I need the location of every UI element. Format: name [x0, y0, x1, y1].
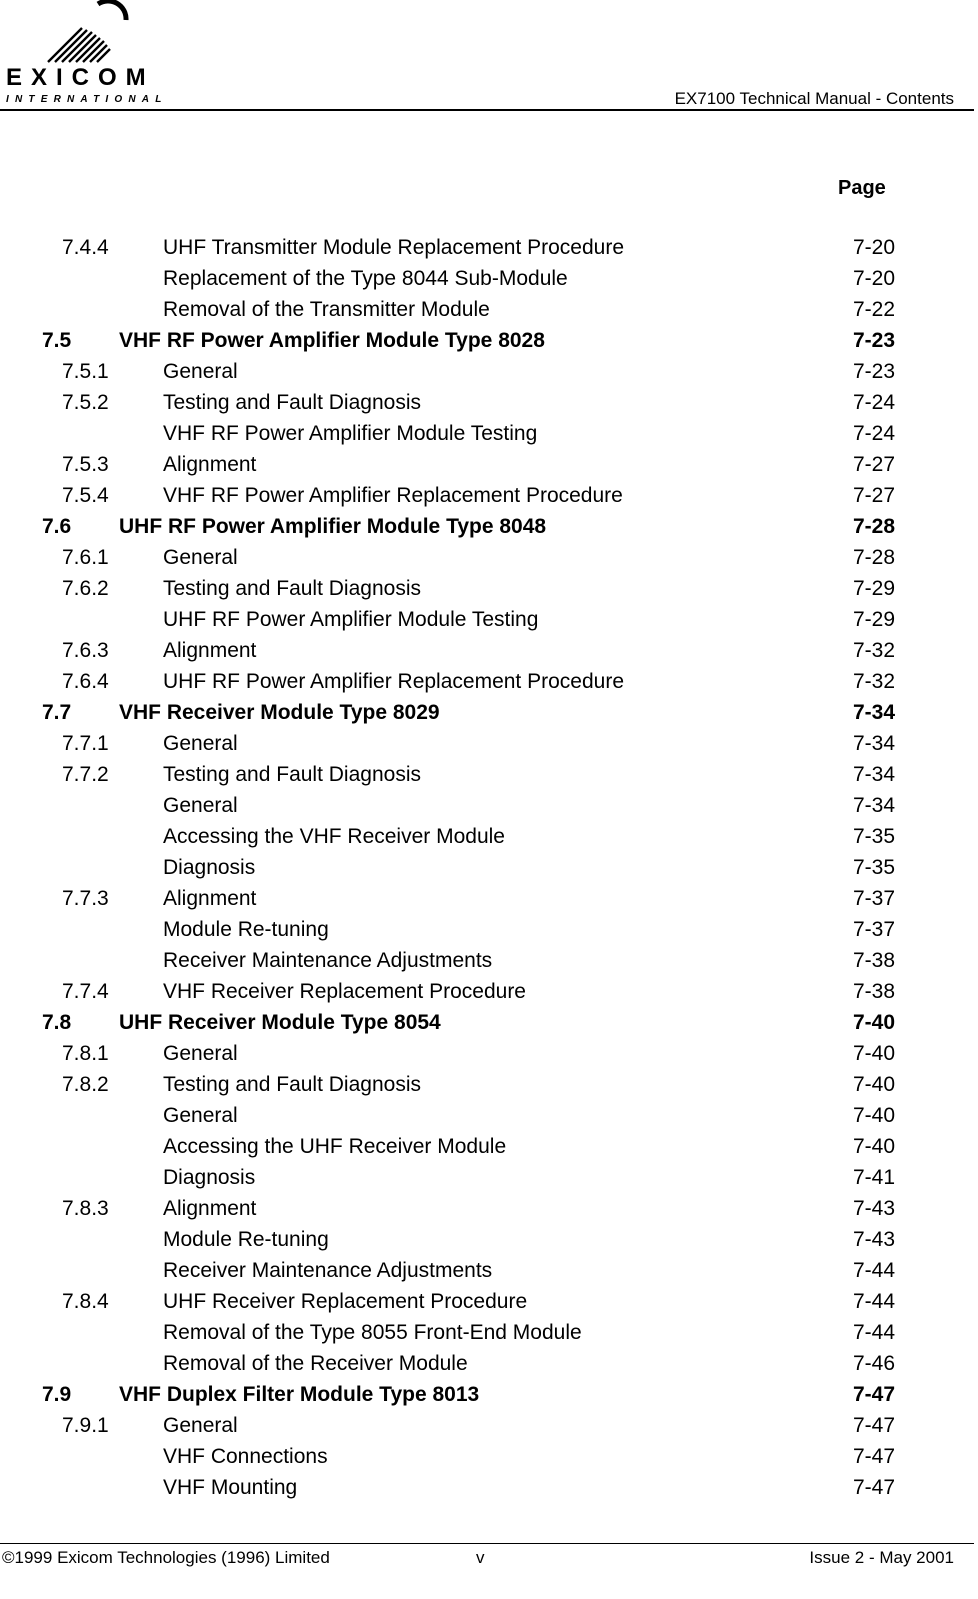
toc-entry-number: 7.7.1 [62, 732, 109, 755]
page-column-heading: Page [838, 177, 886, 199]
toc-entry-title: Testing and Fault Diagnosis [163, 1073, 421, 1096]
toc-entry-number: 7.4.4 [62, 236, 109, 259]
toc-entry [0, 511, 978, 542]
toc-entry-number: 7.8.1 [62, 1042, 109, 1065]
toc-entry [0, 294, 978, 325]
toc-entry-page: 7-32 [852, 670, 895, 693]
toc-entry-title: Alignment [163, 1197, 257, 1220]
toc-entry [0, 449, 978, 480]
toc-entry-page: 7-20 [852, 236, 895, 259]
toc-entry-title: Testing and Fault Diagnosis [163, 763, 421, 786]
toc-entry [0, 1100, 978, 1131]
toc-entry [0, 1131, 978, 1162]
toc-entry [0, 852, 978, 883]
toc-entry-page: 7-47 [852, 1445, 895, 1468]
toc-entry [0, 1441, 978, 1472]
toc-entry-number: 7.9 [42, 1383, 72, 1406]
toc-entry-title: Module Re-tuning [163, 1228, 329, 1251]
toc-entry-page: 7-35 [852, 856, 895, 879]
toc-entry [0, 635, 978, 666]
toc-entry-page: 7-28 [852, 546, 895, 569]
toc-entry-title: Alignment [163, 453, 257, 476]
toc-entry-number: 7.5.1 [62, 360, 109, 383]
toc-entry-title: VHF Duplex Filter Module Type 8013 [119, 1383, 480, 1406]
toc-entry-page: 7-44 [852, 1259, 895, 1282]
toc-entry-title: General [163, 794, 238, 817]
toc-entry-page: 7-43 [852, 1228, 895, 1251]
toc-entry [0, 1472, 978, 1503]
toc-entry [0, 790, 978, 821]
toc-entry-title: Testing and Fault Diagnosis [163, 577, 421, 600]
toc-entry [0, 883, 978, 914]
toc-entry-title: Diagnosis [163, 856, 256, 879]
toc-entry-page: 7-23 [852, 360, 895, 383]
toc-entry [0, 232, 978, 263]
toc-entry [0, 1410, 978, 1441]
toc-entry [0, 945, 978, 976]
toc-entry [0, 666, 978, 697]
toc-entry-title: General [163, 1104, 238, 1127]
toc-entry-title: Testing and Fault Diagnosis [163, 391, 421, 414]
toc-entry-number: 7.5 [42, 329, 72, 352]
toc-entry-page: 7-24 [852, 391, 895, 414]
toc-entry [0, 1224, 978, 1255]
toc-entry-page: 7-28 [852, 515, 895, 538]
exicom-logo [2, 0, 168, 108]
toc-entry-page: 7-46 [852, 1352, 895, 1375]
toc-entry-page: 7-27 [852, 484, 895, 507]
toc-entry [0, 542, 978, 573]
toc-entry [0, 1317, 978, 1348]
toc-entry-title: Alignment [163, 887, 257, 910]
toc-entry [0, 418, 978, 449]
toc-entry-number: 7.6 [42, 515, 72, 538]
toc-entry [0, 976, 978, 1007]
toc-entry-title: VHF RF Power Amplifier Module Testing [163, 422, 538, 445]
toc-entry-page: 7-29 [852, 608, 895, 631]
toc-entry-page: 7-24 [852, 422, 895, 445]
toc-entry-page: 7-34 [852, 701, 895, 724]
toc-entry-page: 7-47 [852, 1414, 895, 1437]
toc-entry-page: 7-35 [852, 825, 895, 848]
toc-entry-page: 7-38 [852, 980, 895, 1003]
toc-entry-page: 7-40 [852, 1042, 895, 1065]
toc-entry-title: VHF RF Power Amplifier Replacement Procedure [163, 484, 623, 507]
toc-entry [0, 1193, 978, 1224]
satellite-icon [42, 0, 132, 66]
toc-entry-page: 7-40 [852, 1011, 895, 1034]
toc-entry-page: 7-34 [852, 732, 895, 755]
toc-entry-title: General [163, 732, 238, 755]
toc-entry-title: Diagnosis [163, 1166, 256, 1189]
toc-entry-title: General [163, 546, 238, 569]
toc-entry-title: VHF Receiver Replacement Procedure [163, 980, 526, 1003]
toc-entry [0, 1379, 978, 1410]
toc-entry [0, 325, 978, 356]
toc-entry [0, 1286, 978, 1317]
toc-entry-title: Removal of the Type 8055 Front-End Module [163, 1321, 582, 1344]
footer-issue: Issue 2 - May 2001 [809, 1548, 954, 1567]
toc-entry-page: 7-40 [852, 1135, 895, 1158]
toc-entry-page: 7-44 [852, 1290, 895, 1313]
toc-entry-title: Accessing the VHF Receiver Module [163, 825, 505, 848]
toc-entry-title: VHF Mounting [163, 1476, 298, 1499]
toc-entry-title: UHF Receiver Replacement Procedure [163, 1290, 528, 1313]
toc-entry-title: UHF Transmitter Module Replacement Procedure [163, 236, 625, 259]
toc-entry [0, 728, 978, 759]
toc-entry-number: 7.8 [42, 1011, 72, 1034]
logo-subtitle: INTERNATIONAL [6, 94, 168, 105]
toc-entry-number: 7.5.2 [62, 391, 109, 414]
toc-entry-page: 7-44 [852, 1321, 895, 1344]
toc-entry-number: 7.9.1 [62, 1414, 109, 1437]
toc-entry-number: 7.5.3 [62, 453, 109, 476]
toc-entry-title: General [163, 360, 238, 383]
toc-entry-title: UHF Receiver Module Type 8054 [119, 1011, 441, 1034]
logo-wordmark: EXICOM [6, 64, 155, 91]
toc-entry-number: 7.6.3 [62, 639, 109, 662]
toc-entry-title: UHF RF Power Amplifier Replacement Procedure [163, 670, 624, 693]
toc-entry-page: 7-27 [852, 453, 895, 476]
footer-divider [0, 1543, 974, 1544]
toc-entry-number: 7.6.1 [62, 546, 109, 569]
toc-entry-title: Module Re-tuning [163, 918, 329, 941]
table-of-contents [0, 232, 978, 1503]
toc-entry-page: 7-40 [852, 1073, 895, 1096]
header-divider [0, 109, 974, 111]
toc-entry-title: UHF RF Power Amplifier Module Testing [163, 608, 539, 631]
toc-entry [0, 1069, 978, 1100]
toc-entry-title: Receiver Maintenance Adjustments [163, 1259, 493, 1282]
header-title: EX7100 Technical Manual - Contents [674, 89, 954, 108]
toc-entry [0, 759, 978, 790]
footer-page-number: v [476, 1548, 485, 1567]
toc-entry-page: 7-20 [852, 267, 895, 290]
toc-entry-title: UHF RF Power Amplifier Module Type 8048 [119, 515, 547, 538]
toc-entry-title: Replacement of the Type 8044 Sub-Module [163, 267, 568, 290]
toc-entry [0, 573, 978, 604]
toc-entry-title: General [163, 1414, 238, 1437]
toc-entry-page: 7-47 [852, 1476, 895, 1499]
toc-entry-title: VHF RF Power Amplifier Module Type 8028 [119, 329, 545, 352]
toc-entry-page: 7-43 [852, 1197, 895, 1220]
toc-entry-number: 7.6.4 [62, 670, 109, 693]
toc-entry-page: 7-41 [852, 1166, 895, 1189]
toc-entry-title: General [163, 1042, 238, 1065]
toc-entry-page: 7-38 [852, 949, 895, 972]
toc-entry [0, 821, 978, 852]
toc-entry-page: 7-34 [852, 794, 895, 817]
toc-entry-number: 7.5.4 [62, 484, 109, 507]
toc-entry-page: 7-37 [852, 887, 895, 910]
toc-entry [0, 1255, 978, 1286]
toc-entry-title: Accessing the UHF Receiver Module [163, 1135, 507, 1158]
toc-entry-number: 7.7.4 [62, 980, 109, 1003]
toc-entry-title: Receiver Maintenance Adjustments [163, 949, 493, 972]
toc-entry [0, 697, 978, 728]
toc-entry [0, 387, 978, 418]
toc-entry [0, 480, 978, 511]
toc-entry-page: 7-23 [852, 329, 895, 352]
toc-entry-page: 7-40 [852, 1104, 895, 1127]
toc-entry-number: 7.8.4 [62, 1290, 109, 1313]
toc-entry-number: 7.8.2 [62, 1073, 109, 1096]
toc-entry-title: Removal of the Transmitter Module [163, 298, 490, 321]
toc-entry-title: VHF Connections [163, 1445, 328, 1468]
toc-entry [0, 914, 978, 945]
toc-entry-page: 7-22 [852, 298, 895, 321]
toc-entry [0, 263, 978, 294]
toc-entry-title: Removal of the Receiver Module [163, 1352, 468, 1375]
toc-entry-number: 7.7.2 [62, 763, 109, 786]
toc-entry-page: 7-47 [852, 1383, 895, 1406]
toc-entry-page: 7-29 [852, 577, 895, 600]
toc-entry-number: 7.6.2 [62, 577, 109, 600]
toc-entry [0, 604, 978, 635]
toc-entry [0, 1038, 978, 1069]
toc-entry-number: 7.7.3 [62, 887, 109, 910]
toc-entry-title: VHF Receiver Module Type 8029 [119, 701, 440, 724]
toc-entry [0, 1007, 978, 1038]
toc-entry-number: 7.7 [42, 701, 72, 724]
footer-copyright: ©1999 Exicom Technologies (1996) Limited [2, 1548, 330, 1567]
toc-entry [0, 1348, 978, 1379]
toc-entry [0, 1162, 978, 1193]
toc-entry-page: 7-32 [852, 639, 895, 662]
toc-entry [0, 356, 978, 387]
toc-entry-page: 7-34 [852, 763, 895, 786]
toc-entry-title: Alignment [163, 639, 257, 662]
toc-entry-page: 7-37 [852, 918, 895, 941]
toc-entry-number: 7.8.3 [62, 1197, 109, 1220]
